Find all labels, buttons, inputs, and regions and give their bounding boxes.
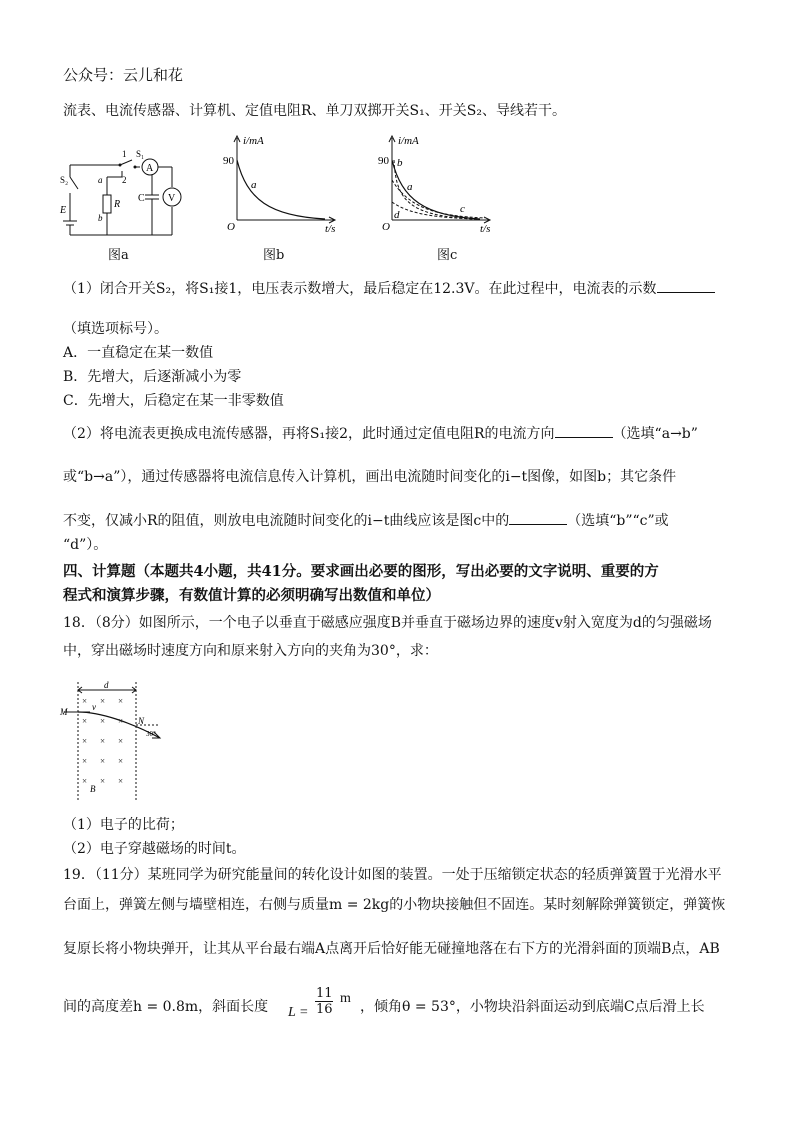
svg-text:×: ×	[82, 756, 88, 766]
equipment-line: 流表、电流传感器、计算机、定值电阻R、单刀双掷开关S₁、开关S₂、导线若干。	[63, 103, 566, 119]
q19-frac-num: 11	[315, 986, 333, 1001]
q17-option-c: C．先增大，后稳定在某一非零数值	[63, 393, 284, 409]
q18-fig-b: B	[90, 784, 96, 794]
figb-curve-a: a	[251, 179, 257, 191]
figa-n2: 2	[122, 175, 127, 185]
svg-text:×: ×	[118, 736, 124, 746]
q17-part1-text: （1）闭合开关S₂，将S₁接1，电压表示数增大，最后稳定在12.3V。在此过程中，电流表的示数	[63, 281, 657, 297]
q19-fraction	[288, 986, 351, 1020]
figa-r: R	[114, 199, 121, 210]
q17-part2-text: （2）将电流表更换成电流传感器，再将S₁接2，此时通过定值电阻R的电流方向	[63, 426, 555, 442]
q19-line2: 台面上，弹簧左侧与墙壁相连，右侧与质量m = 2kg的小物块接触但不固连。某时刻解除弹簧锁定，弹簧恢	[63, 897, 726, 913]
q18-fig-v: v	[92, 702, 96, 712]
q17-part2-hint2: （选填“b”“c”或	[567, 513, 669, 529]
figc-curve-c: c	[460, 203, 465, 215]
q18-field-crosses	[82, 696, 123, 786]
q17-blank-1[interactable]	[657, 280, 715, 293]
figa-pb: b	[98, 213, 103, 223]
q19-line4-a: 间的高度差h = 0.8m，斜面长度	[63, 999, 269, 1015]
figb-xaxis: t/s	[325, 223, 336, 235]
q18-fig-d: d	[104, 680, 109, 690]
q19-line4-b: ，倾角θ = 53°，小物块沿斜面运动到底端C点后滑上长	[360, 999, 705, 1015]
q18-fig-m: M	[60, 707, 68, 717]
q17-part2-text2: 不变，仅减小R的阻值，则放电电流随时间变化的i−t曲线应该是图c中的	[63, 513, 510, 529]
q18-fig-n: N	[138, 716, 145, 726]
figure-a-caption: 图a	[108, 248, 129, 263]
svg-text:×: ×	[82, 716, 88, 726]
q19-line1: 19．（11分）某班同学为研究能量间的转化设计如图的装置。一处于压缩锁定状态的轻质弹簧置于光滑水平	[63, 867, 722, 883]
figa-voltmeter: V	[168, 193, 176, 204]
svg-text:×: ×	[100, 776, 106, 786]
svg-text:×: ×	[82, 696, 88, 706]
figure-c-caption: 图c	[437, 248, 458, 263]
q17-part2-hint: （选填“a→b”	[612, 426, 698, 442]
svg-text:×: ×	[118, 716, 124, 726]
figa-e: E	[60, 205, 67, 216]
svg-text:×: ×	[100, 736, 106, 746]
q17-part2-line3	[63, 510, 669, 530]
q18-sub2: （2）电子穿越磁场的时间t。	[63, 841, 246, 857]
section4-heading-2: 程式和演算步骤，有数值计算的必须明确写出数值和单位）	[63, 587, 440, 604]
q17-option-a: A．一直稳定在某一数值	[63, 345, 214, 361]
q17-part1-hint: （填选项标号）。	[63, 321, 168, 337]
figa-pa: a	[98, 175, 103, 185]
svg-text:×: ×	[82, 736, 88, 746]
figure-b-caption: 图b	[263, 248, 285, 263]
q17-part2-line1	[63, 423, 698, 443]
figc-yaxis: i/mA	[398, 135, 419, 147]
q19-frac-den: 16	[315, 1002, 333, 1017]
q18-field-figure	[60, 680, 170, 805]
account-header: 公众号：云儿和花	[63, 66, 184, 84]
q17-option-b: B．先增大，后逐渐减小为零	[63, 369, 242, 385]
figc-xaxis: t/s	[480, 223, 491, 235]
figa-s1: S₁	[136, 149, 145, 159]
q17-part1	[63, 278, 715, 298]
figc-curve-a: a	[407, 181, 413, 193]
svg-text:×: ×	[100, 756, 106, 766]
q18-sub1: （1）电子的比荷；	[63, 817, 184, 833]
figa-ammeter: A	[146, 163, 154, 174]
q17-part2-line4: “d”）。	[63, 537, 108, 553]
q17-blank-2[interactable]	[555, 425, 613, 438]
figb-yaxis: i/mA	[243, 135, 264, 147]
figure-c-graph	[380, 130, 510, 240]
figc-curve-b: b	[397, 157, 403, 169]
figc-origin: O	[382, 221, 390, 233]
figb-y90: 90	[223, 155, 234, 167]
q19-line4	[63, 996, 268, 1016]
svg-text:×: ×	[118, 776, 124, 786]
svg-text:×: ×	[100, 696, 106, 706]
q19-frac-l: L =	[288, 1004, 309, 1020]
figb-origin: O	[227, 221, 235, 233]
svg-text:×: ×	[118, 696, 124, 706]
section4-heading-1: 四、计算题（本题共4小题，共41分。要求画出必要的图形，写出必要的文字说明、重要的方	[63, 563, 659, 580]
figa-n1: 1	[122, 149, 127, 159]
q17-blank-3[interactable]	[509, 512, 567, 525]
q19-line3: 复原长将小物块弹开，让其从平台最右端A点离开后恰好能无碰撞地落在右下方的光滑斜面的顶端B点，AB	[63, 941, 720, 957]
svg-text:×: ×	[118, 756, 124, 766]
q18-line2: 中，穿出磁场时速度方向和原来射入方向的夹角为30°，求：	[63, 643, 438, 659]
q19-frac-unit: m	[339, 990, 351, 1006]
figa-c: C	[138, 193, 145, 204]
q18-line1: 18．（8分）如图所示，一个电子以垂直于磁感应强度B并垂直于磁场边界的速度v射入宽度为d的匀强磁场	[63, 615, 712, 631]
svg-text:×: ×	[82, 776, 88, 786]
q17-part2-line2: 或“b→a”），通过传感器将电流信息传入计算机，画出电流随时间变化的i−t图像，如图b；其它条件	[63, 469, 677, 485]
figa-s2: S₂	[60, 175, 69, 185]
q18-fig-angle: 30°	[146, 730, 156, 738]
figc-y90: 90	[378, 155, 389, 167]
svg-text:×: ×	[100, 716, 106, 726]
figure-b-graph	[225, 130, 355, 240]
figc-curve-d: d	[394, 209, 400, 221]
